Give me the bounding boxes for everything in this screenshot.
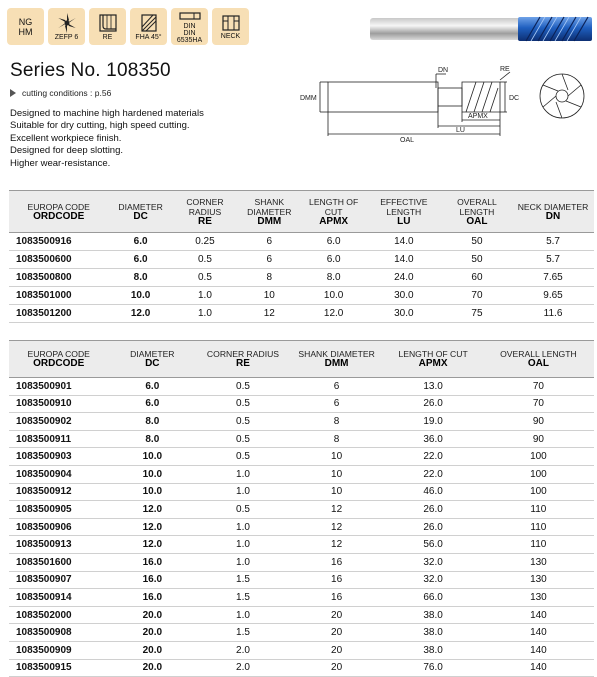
table-cell: 70: [442, 287, 512, 305]
table-cell: 5.7: [512, 251, 594, 269]
table-cell: 12: [290, 536, 384, 554]
material-badge: [7, 8, 44, 45]
table-cell: 6.0: [108, 233, 172, 251]
table-cell: 10.0: [108, 448, 196, 466]
order-code-cell: 1083500905: [9, 501, 108, 519]
specs-table-2-body: [9, 378, 594, 677]
table-cell: 90: [483, 413, 594, 431]
table-cell: 32.0: [383, 571, 482, 589]
col-header-dmm: SHANK DIAMETER DMM: [290, 341, 384, 378]
table-row: [9, 553, 594, 571]
table-cell: 16: [290, 553, 384, 571]
table-cell: 1.0: [196, 536, 290, 554]
specs-table-1: [9, 190, 594, 323]
table-cell: 36.0: [383, 430, 482, 448]
table-cell: 12.0: [108, 501, 196, 519]
table-cell: 8: [290, 413, 384, 431]
series-title: Series No. 108350: [10, 60, 171, 81]
order-code-cell: 1083502000: [9, 606, 108, 624]
col-header-oal: OVERALL LENGTH OAL: [483, 341, 594, 378]
col-header-re: CORNER RADIUS RE: [173, 191, 237, 233]
feature-item: Designed for deep slotting.: [10, 145, 124, 157]
order-code-cell: 1083500915: [9, 659, 108, 677]
table-cell: 1.0: [196, 553, 290, 571]
table-cell: 8: [237, 269, 301, 287]
table-cell: 1.0: [196, 518, 290, 536]
table-row: [9, 501, 594, 519]
table-cell: 70: [483, 378, 594, 396]
table-cell: 10: [290, 483, 384, 501]
table-cell: 46.0: [383, 483, 482, 501]
table-cell: 6.0: [301, 233, 365, 251]
dn-label: DN: [438, 67, 449, 74]
table-cell: 6.0: [108, 395, 196, 413]
table-cell: 16.0: [108, 553, 196, 571]
order-code-cell: 1083500912: [9, 483, 108, 501]
table-cell: 8.0: [108, 269, 172, 287]
order-code-cell: 1083500902: [9, 413, 108, 431]
table-cell: 12: [290, 501, 384, 519]
col-header-re: CORNER RADIUS RE: [196, 341, 290, 378]
order-code-cell: 1083500911: [9, 430, 108, 448]
cutting-conditions-link[interactable]: [10, 88, 111, 98]
table-cell: 1.0: [173, 305, 237, 323]
oal-label: OAL: [400, 137, 415, 144]
flutes-badge: [48, 8, 85, 45]
table-cell: 1.5: [196, 624, 290, 642]
table-cell: 26.0: [383, 518, 482, 536]
table-cell: 32.0: [383, 553, 482, 571]
table-cell: 12.0: [301, 305, 365, 323]
table-cell: 66.0: [383, 589, 482, 607]
table-row: [9, 287, 594, 305]
table-cell: 5.7: [512, 233, 594, 251]
table-cell: 75: [442, 305, 512, 323]
table-row: [9, 430, 594, 448]
table-cell: 38.0: [383, 624, 482, 642]
table-cell: 10: [290, 448, 384, 466]
table-row: [9, 465, 594, 483]
table-cell: 16.0: [108, 589, 196, 607]
table-cell: 12.0: [108, 305, 172, 323]
table-row: [9, 395, 594, 413]
shank-label-din: DIN: [183, 23, 196, 30]
order-code-cell: 1083500913: [9, 536, 108, 554]
dimension-diagram: [300, 62, 595, 148]
table-cell: 8.0: [108, 430, 196, 448]
table-cell: 90: [483, 430, 594, 448]
order-code-cell: 1083500903: [9, 448, 108, 466]
helix-label: FHA 45°: [135, 34, 162, 41]
col-header-ordcode: EUROPA CODE ORDCODE: [9, 191, 108, 233]
cutting-conditions-text: cutting conditions : p.56: [22, 88, 112, 98]
table-cell: 12: [290, 518, 384, 536]
order-code-cell: 1083500910: [9, 395, 108, 413]
table-cell: 20.0: [108, 659, 196, 677]
order-code-cell: 1083500904: [9, 465, 108, 483]
table-cell: 14.0: [366, 251, 442, 269]
table-cell: 20.0: [108, 624, 196, 642]
table-cell: 10.0: [108, 483, 196, 501]
table-row: [9, 378, 594, 396]
table-row: [9, 571, 594, 589]
order-code-cell: 1083500914: [9, 589, 108, 607]
order-code-cell: 1083501600: [9, 553, 108, 571]
col-header-apmx: LENGTH OF CUT APMX: [301, 191, 365, 233]
table-cell: 8.0: [108, 413, 196, 431]
table-cell: 22.0: [383, 448, 482, 466]
table-cell: 26.0: [383, 395, 482, 413]
play-arrow-icon: [10, 89, 16, 97]
table-cell: 6: [290, 395, 384, 413]
material-line-2: HM: [18, 26, 33, 37]
material-line-1: NG: [18, 16, 33, 27]
col-header-dmm: SHANK DIAMETER DMM: [237, 191, 301, 233]
helix-badge: [130, 8, 167, 45]
table-cell: 30.0: [366, 287, 442, 305]
six-flute-icon: [56, 12, 78, 34]
feature-item: Higher wear-resistance.: [10, 157, 111, 169]
table-row: [9, 624, 594, 642]
specs-table-1-body: [9, 233, 594, 323]
order-code-cell: 1083500916: [9, 233, 108, 251]
table-row: [9, 413, 594, 431]
neck-icon: [220, 13, 242, 33]
table-cell: 11.6: [512, 305, 594, 323]
table-cell: 0.5: [196, 413, 290, 431]
table-cell: 20: [290, 641, 384, 659]
dc-label: DC: [509, 95, 520, 102]
table-cell: 8.0: [301, 269, 365, 287]
table-cell: 6: [237, 233, 301, 251]
table-cell: 20: [290, 624, 384, 642]
order-code-cell: 1083501200: [9, 305, 108, 323]
table-cell: 10: [290, 465, 384, 483]
table-cell: 9.65: [512, 287, 594, 305]
shank-badge: [171, 8, 208, 45]
table-cell: 20: [290, 659, 384, 677]
table-cell: 100: [483, 448, 594, 466]
features-list: [10, 108, 204, 170]
table-cell: 0.5: [196, 448, 290, 466]
table-row: [9, 641, 594, 659]
table-cell: 10: [237, 287, 301, 305]
order-code-cell: 1083500600: [9, 251, 108, 269]
table-cell: 140: [483, 624, 594, 642]
neck-label: NECK: [220, 33, 241, 40]
col-header-apmx: LENGTH OF CUT APMX: [383, 341, 482, 378]
table-cell: 7.65: [512, 269, 594, 287]
table-cell: 6.0: [108, 251, 172, 269]
table-row: [9, 606, 594, 624]
table-cell: 140: [483, 606, 594, 624]
order-code-cell: 1083500907: [9, 571, 108, 589]
table-cell: 1.0: [196, 465, 290, 483]
table-cell: 20.0: [108, 641, 196, 659]
table-cell: 16: [290, 589, 384, 607]
table-cell: 0.5: [196, 430, 290, 448]
table-cell: 1.0: [196, 606, 290, 624]
table-cell: 10.0: [108, 465, 196, 483]
table-cell: 12.0: [108, 518, 196, 536]
table-cell: 100: [483, 465, 594, 483]
col-header-dc: DIAMETER DC: [108, 341, 196, 378]
specs-table-2: [9, 340, 594, 677]
apmx-label: APMX: [468, 113, 488, 120]
table-cell: 6.0: [301, 251, 365, 269]
feature-item: Excellent workpiece finish.: [10, 132, 122, 144]
table-cell: 76.0: [383, 659, 482, 677]
table-cell: 1.0: [173, 287, 237, 305]
table-cell: 50: [442, 233, 512, 251]
shank-icon: [178, 9, 202, 23]
flutes-label: ZEFP 6: [54, 34, 79, 41]
table-cell: 100: [483, 483, 594, 501]
table-cell: 110: [483, 518, 594, 536]
table-cell: 13.0: [383, 378, 482, 396]
table-row: [9, 483, 594, 501]
col-header-dn: NECK DIAMETER DN: [512, 191, 594, 233]
table-row: [9, 589, 594, 607]
table-cell: 16: [290, 571, 384, 589]
col-header-ordcode: EUROPA CODE ORDCODE: [9, 341, 108, 378]
corner-radius-icon: [97, 12, 119, 34]
table-cell: 6: [237, 251, 301, 269]
dmm-label: DMM: [300, 95, 317, 102]
table-cell: 0.5: [196, 501, 290, 519]
table-header-row: [9, 191, 594, 233]
table-cell: 12: [237, 305, 301, 323]
table-cell: 22.0: [383, 465, 482, 483]
table-cell: 1.5: [196, 589, 290, 607]
table-cell: 110: [483, 536, 594, 554]
table-cell: 140: [483, 641, 594, 659]
table-cell: 130: [483, 589, 594, 607]
table-cell: 0.25: [173, 233, 237, 251]
table-cell: 130: [483, 571, 594, 589]
table-cell: 20.0: [108, 606, 196, 624]
table-row: [9, 233, 594, 251]
table-cell: 0.5: [196, 395, 290, 413]
table-cell: 60: [442, 269, 512, 287]
table-cell: 0.5: [196, 378, 290, 396]
table-cell: 8: [290, 430, 384, 448]
table-cell: 56.0: [383, 536, 482, 554]
order-code-cell: 1083501000: [9, 287, 108, 305]
table-cell: 14.0: [366, 233, 442, 251]
table-cell: 19.0: [383, 413, 482, 431]
table-cell: 38.0: [383, 641, 482, 659]
lu-label: LU: [456, 127, 465, 134]
table-cell: 24.0: [366, 269, 442, 287]
table-cell: 16.0: [108, 571, 196, 589]
helix-angle-icon: [138, 12, 160, 34]
table-cell: 2.0: [196, 641, 290, 659]
col-header-dc: DIAMETER DC: [108, 191, 172, 233]
table-row: [9, 518, 594, 536]
table-cell: 26.0: [383, 501, 482, 519]
order-code-cell: 1083500901: [9, 378, 108, 396]
table-cell: 6.0: [108, 378, 196, 396]
table-cell: 1.5: [196, 571, 290, 589]
table-cell: 38.0: [383, 606, 482, 624]
order-code-cell: 1083500906: [9, 518, 108, 536]
table-row: [9, 305, 594, 323]
corner-radius-label: RE: [102, 34, 113, 41]
property-badges: [7, 8, 249, 45]
shank-label: DIN 6535HA: [176, 30, 203, 44]
table-cell: 140: [483, 659, 594, 677]
table-cell: 10.0: [108, 287, 172, 305]
table-cell: 70: [483, 395, 594, 413]
end-mill-image: [368, 10, 594, 48]
table-header-row: [9, 341, 594, 378]
re-label: RE: [500, 66, 510, 73]
table-cell: 2.0: [196, 659, 290, 677]
col-header-lu: EFFECTIVE LENGTH LU: [366, 191, 442, 233]
table-cell: 6: [290, 378, 384, 396]
col-header-oal: OVERALL LENGTH OAL: [442, 191, 512, 233]
table-cell: 110: [483, 501, 594, 519]
table-row: [9, 659, 594, 677]
table-cell: 0.5: [173, 251, 237, 269]
order-code-cell: 1083500908: [9, 624, 108, 642]
table-row: [9, 536, 594, 554]
table-cell: 12.0: [108, 536, 196, 554]
table-cell: 1.0: [196, 483, 290, 501]
neck-badge: [212, 8, 249, 45]
table-row: [9, 251, 594, 269]
corner-radius-badge: [89, 8, 126, 45]
table-cell: 130: [483, 553, 594, 571]
table-cell: 10.0: [301, 287, 365, 305]
table-row: [9, 269, 594, 287]
order-code-cell: 1083500800: [9, 269, 108, 287]
table-cell: 50: [442, 251, 512, 269]
table-cell: 20: [290, 606, 384, 624]
feature-item: Designed to machine high hardened materials: [10, 108, 204, 119]
feature-item: Suitable for dry cutting, high speed cutting.: [10, 120, 190, 132]
table-row: [9, 448, 594, 466]
order-code-cell: 1083500909: [9, 641, 108, 659]
table-cell: 0.5: [173, 269, 237, 287]
table-cell: 30.0: [366, 305, 442, 323]
